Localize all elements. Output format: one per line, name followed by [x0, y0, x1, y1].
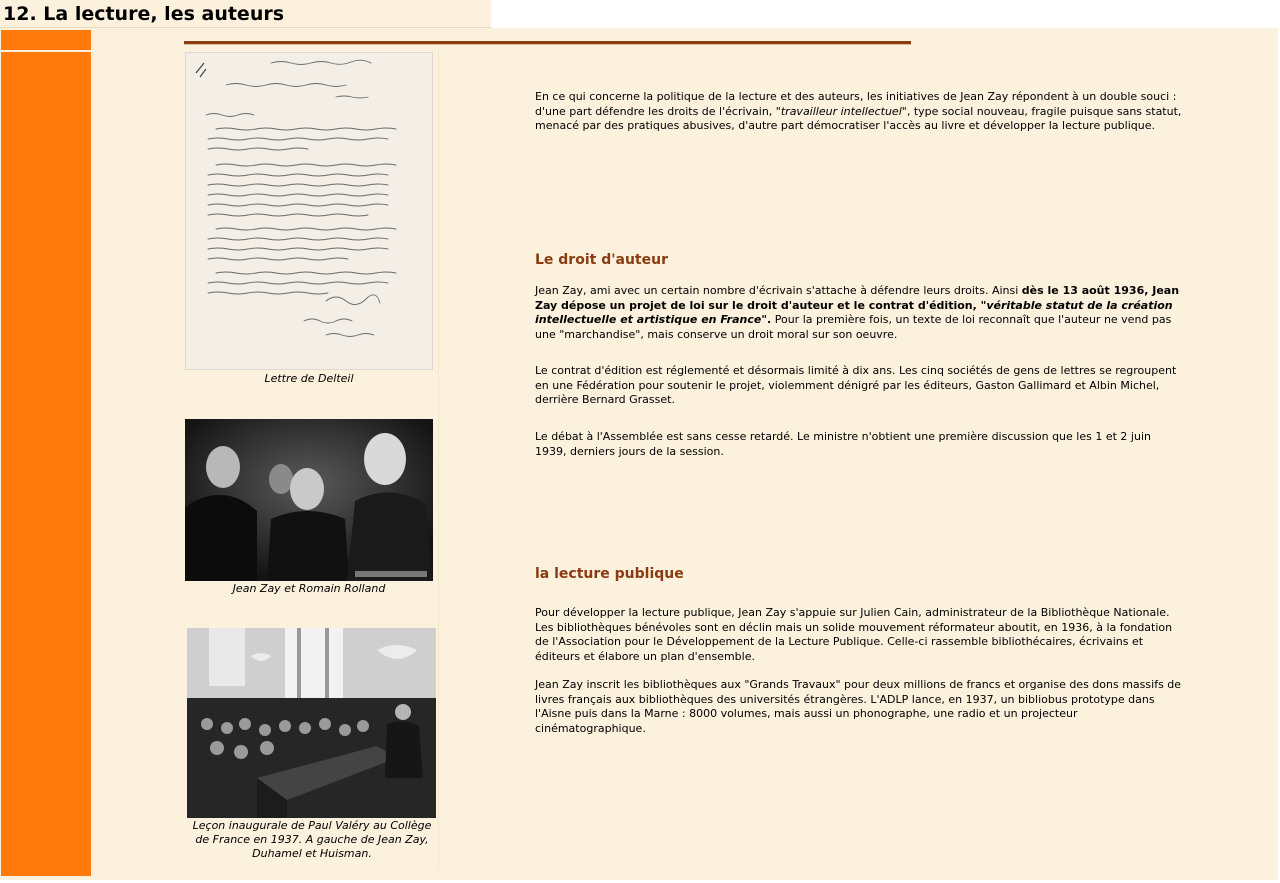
- valery-caption: Leçon inaugurale de Paul Valéry au Collège de France en 1937. A gauche de Jean Zay, Duhamel et Huisman.: [192, 819, 432, 860]
- p1-text-before: Jean Zay, ami avec un certain nombre d'écrivain s'attache à défendre leurs droits. Ainsi: [535, 284, 1022, 297]
- p1-bold-italic: véritable statut de la création intellectuelle et artistique en France: [535, 298, 1173, 326]
- heading-droit-auteur: Le droit d'auteur: [535, 252, 668, 268]
- droit-auteur-paragraph-3: Le débat à l'Assemblée est sans cesse retardé. Le ministre n'obtient une première discussion que les 1 et 2 juin 1939, derniers jours de la session.: [535, 430, 1151, 458]
- letter-caption: Lettre de Delteil: [264, 372, 354, 385]
- letter-image: [185, 52, 433, 370]
- top-divider-shadow: [184, 44, 911, 45]
- zay-rolland-photo: [185, 419, 433, 581]
- figure-letter: [185, 52, 433, 388]
- intro-italic: travailleur intellectuel: [780, 104, 902, 118]
- intro-paragraph: [535, 90, 1183, 134]
- heading-lecture-publique: la lecture publique: [535, 566, 684, 582]
- droit-auteur-paragraph-1: [535, 284, 1183, 342]
- photo-illustration: [187, 628, 436, 818]
- photo-illustration: [185, 419, 433, 581]
- intro-text-before: En ce qui concerne la politique de la lecture et des auteurs, les initiatives de Jean Zay répondent à un double souci : d'une part défendre les droits de l'écrivain, ": [535, 90, 1177, 118]
- handwritten-letter-illustration: [186, 53, 433, 370]
- p1-text-after: Pour la première fois, un texte de loi reconnaît que l'auteur ne vend pas une "marchandise", mais conserve un droit moral sur son oeuvre.: [535, 313, 1172, 341]
- intro-text-after: ", type social nouveau, fragile puisque sans statut, menacé par des pratiques abusives, d'autre part démocratiser l'accès au livre et développer la lecture publique.: [535, 104, 1182, 132]
- page-title: 12. La lecture, les auteurs: [3, 3, 285, 25]
- zay-rolland-caption: Jean Zay et Romain Rolland: [232, 582, 386, 595]
- lecture-publique-paragraph-1: Pour développer la lecture publique, Jean Zay s'appuie sur Julien Cain, administrateur de la Bibliothèque Nationale. Les bibliothèques bénévoles sont en déclin mais un solide mouvement réformateur aboutit, en 1936, à la fondation de l'Association pour le Développement de la Lecture Publique. Celle-ci rassemble bibliothécaires, écrivains et éditeurs et élabore un plan d'ensemble.: [535, 606, 1173, 663]
- figure-zay-rolland: [185, 419, 433, 597]
- p1-bold-text: dès le 13 août 1936, Jean Zay dépose un projet de loi sur le droit d'auteur et le contrat d'édition, ": [535, 284, 1180, 312]
- sidebar-notch: [1, 50, 91, 52]
- droit-auteur-paragraph-2: Le contrat d'édition est réglementé et désormais limité à dix ans. Les cinq sociétés de gens de lettres se regroupent en une Fédération pour soutenir le projet, violemment dénigré par les éditeurs, Gaston Gallimard et Albin Michel, derrière Bernard Grasset.: [535, 364, 1177, 406]
- lecture-publique-paragraph-2: Jean Zay inscrit les bibliothèques aux "Grands Travaux" pour deux millions de francs et organise des dons massifs de livres français aux bibliothèques des universités étrangères. L'ADLP lance, en 1937, un bibliobus prototype dans l'Aisne puis dans la Marne : 8000 volumes, mais aussi un phonographe, une radio et un projecteur cinématographique.: [535, 678, 1182, 735]
- orange-sidebar: [1, 30, 91, 876]
- figure-valery: [185, 628, 439, 864]
- p1-bold-end: ".: [761, 313, 772, 326]
- valery-photo: [187, 628, 436, 818]
- page-title-bar: [0, 0, 491, 28]
